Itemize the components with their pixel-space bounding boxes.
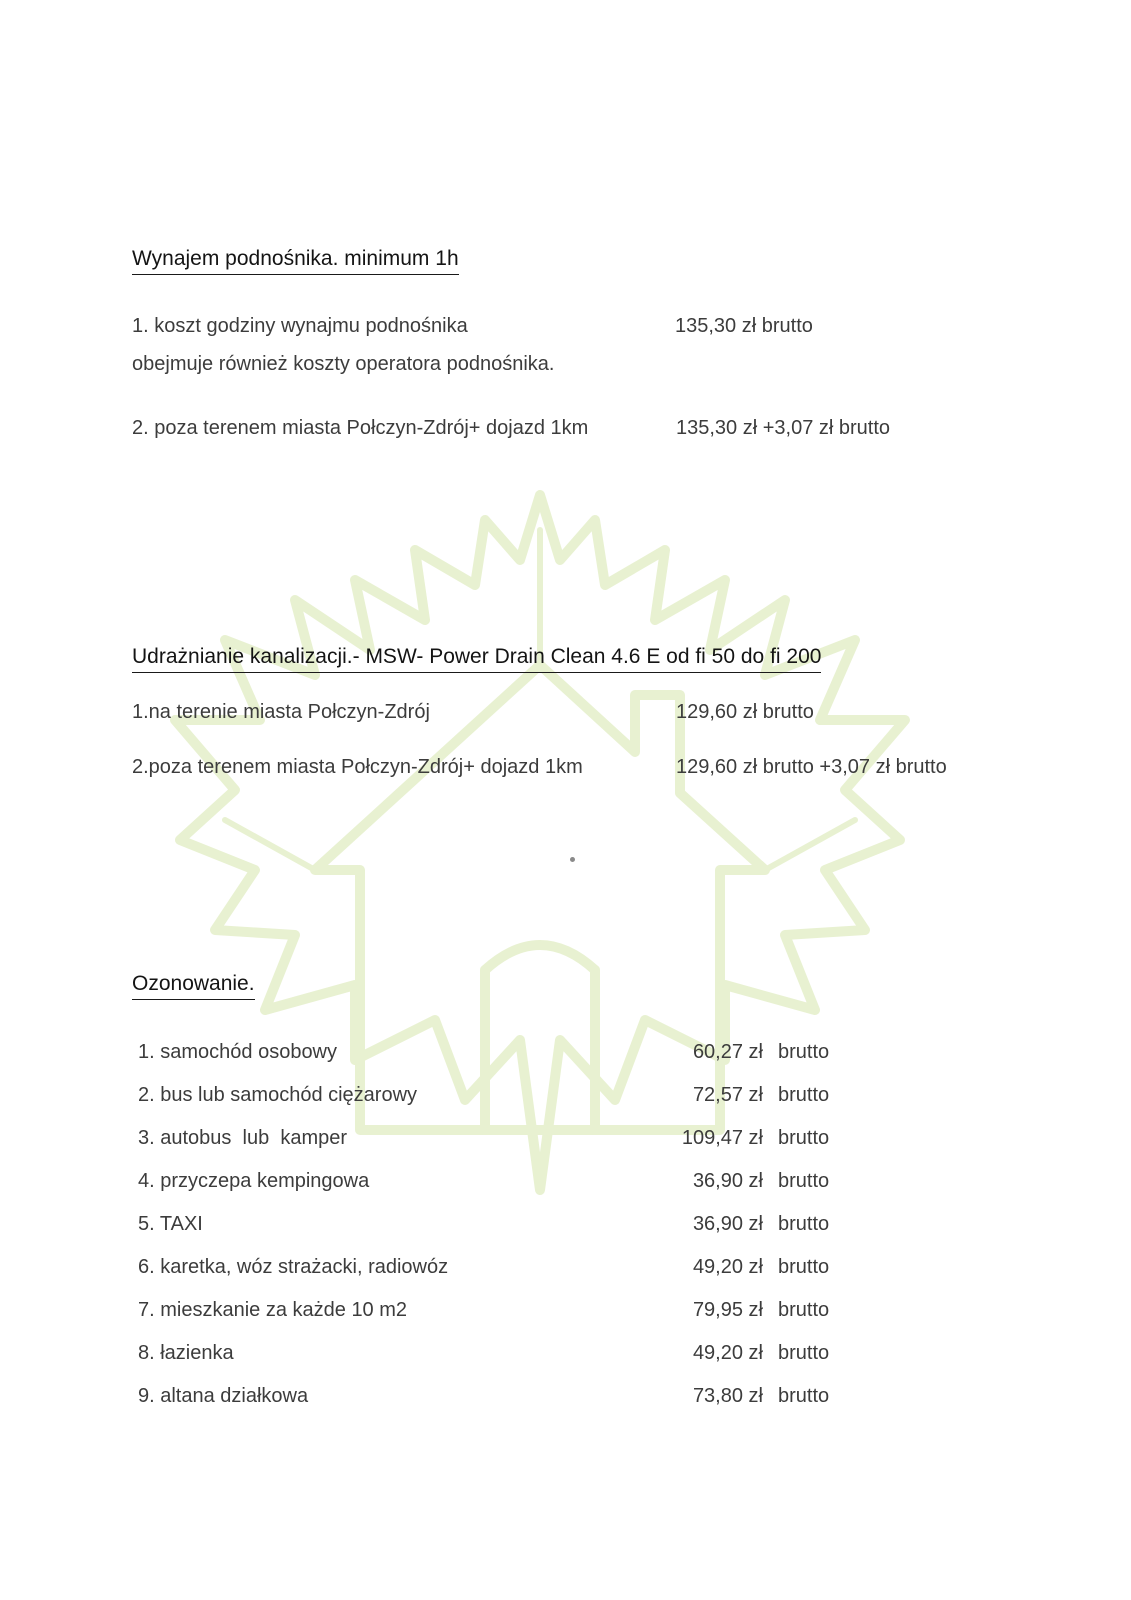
drain-section-title: Udrażnianie kanalizacji.- MSW- Power Drain Clean 4.6 E od fi 50 do fi 200 (132, 644, 821, 673)
ozone-item-amount: 49,20 zł (692, 1342, 763, 1364)
ozone-item-unit: brutto (778, 1213, 830, 1235)
ozone-item-amount: 36,90 zł (692, 1170, 763, 1192)
ozone-price-row (138, 1082, 838, 1108)
ozone-item-name: 9. altana działkowa (138, 1385, 309, 1407)
lift-item1-note: obejmuje również koszty operatora podnośnika. (132, 353, 555, 375)
ozone-item-name: 2. bus lub samochód ciężarowy (138, 1084, 418, 1106)
drain-item2-label: 2.poza terenem miasta Połczyn-Zdrój+ dojazd 1km (132, 756, 583, 778)
ozone-item-name: 8. łazienka (138, 1342, 234, 1364)
ozone-item-amount: 109,47 zł (681, 1127, 763, 1149)
ozone-item-name: 4. przyczepa kempingowa (138, 1170, 370, 1192)
ozone-item-unit: brutto (778, 1127, 830, 1149)
ozone-price-row (138, 1340, 838, 1366)
ozone-price-row (138, 1297, 838, 1323)
drain-item2-price: 129,60 zł brutto +3,07 zł brutto (676, 756, 947, 778)
ozone-price-row (138, 1254, 838, 1280)
drain-item1-price: 129,60 zł brutto (676, 701, 814, 723)
ozone-price-row (138, 1211, 838, 1237)
ozone-price-row (138, 1168, 838, 1194)
ozone-item-name: 3. autobus lub kamper (138, 1127, 348, 1149)
ozone-item-amount: 49,20 zł (692, 1256, 763, 1278)
ozone-item-amount: 79,95 zł (692, 1299, 763, 1321)
ozone-item-name: 5. TAXI (138, 1213, 203, 1235)
lift-item2-label: 2. poza terenem miasta Połczyn-Zdrój+ dojazd 1km (132, 417, 589, 439)
ozone-item-amount: 60,27 zł (692, 1041, 763, 1063)
small-dot (570, 857, 575, 862)
lift-section-title: Wynajem podnośnika. minimum 1h (132, 246, 459, 275)
drain-item1-label: 1.na terenie miasta Połczyn-Zdrój (132, 701, 430, 723)
ozone-item-unit: brutto (778, 1299, 830, 1321)
ozone-item-amount: 73,80 zł (692, 1385, 763, 1407)
lift-item1-label: 1. koszt godziny wynajmu podnośnika (132, 315, 468, 337)
ozone-item-amount: 36,90 zł (692, 1213, 763, 1235)
ozone-item-unit: brutto (778, 1084, 830, 1106)
lift-item1-price: 135,30 zł brutto (675, 315, 813, 337)
ozone-price-row (138, 1383, 838, 1409)
ozone-item-unit: brutto (778, 1385, 830, 1407)
lift-item2-price: 135,30 zł +3,07 zł brutto (676, 417, 891, 439)
ozone-item-unit: brutto (778, 1041, 830, 1063)
ozone-section-title: Ozonowanie. (132, 971, 255, 1000)
ozone-item-unit: brutto (778, 1170, 830, 1192)
ozone-item-unit: brutto (778, 1256, 830, 1278)
ozone-item-name: 7. mieszkanie za każde 10 m2 (138, 1299, 408, 1321)
ozone-item-name: 1. samochód osobowy (138, 1041, 338, 1063)
ozone-item-name: 6. karetka, wóz strażacki, radiowóz (138, 1256, 449, 1278)
ozone-price-row (138, 1039, 838, 1065)
ozone-item-unit: brutto (778, 1342, 830, 1364)
ozone-price-row (138, 1125, 838, 1151)
ozone-item-amount: 72,57 zł (692, 1084, 763, 1106)
